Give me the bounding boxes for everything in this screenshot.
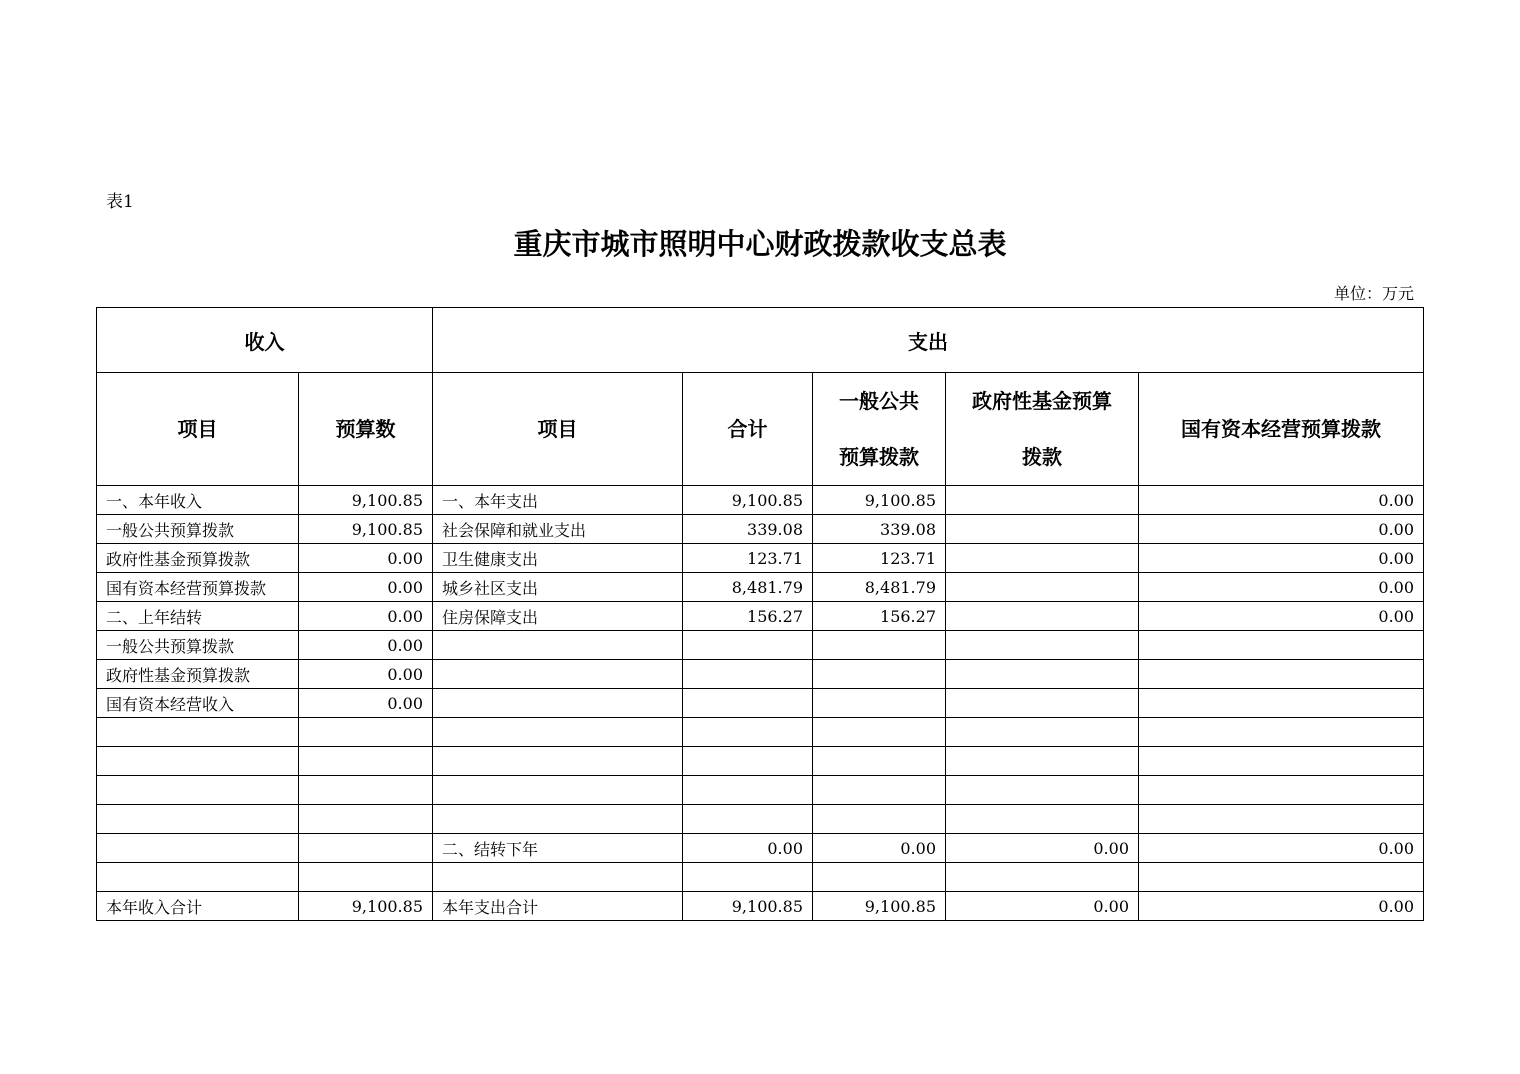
- state-capital-cell: 0.00: [1139, 602, 1424, 631]
- income-budget-cell: [299, 863, 433, 892]
- table-row: [97, 863, 1424, 892]
- income-item-cell: 国有资本经营预算拨款: [97, 573, 299, 602]
- income-budget-cell: 9,100.85: [299, 892, 433, 921]
- expense-item-cell: [433, 805, 683, 834]
- gov-fund-header-line1: 政府性基金预算: [972, 389, 1112, 413]
- expense-item-cell: [433, 631, 683, 660]
- general-public-cell: 0.00: [813, 834, 946, 863]
- total-cell: [683, 660, 813, 689]
- income-budget-cell: [299, 805, 433, 834]
- total-cell: 123.71: [683, 544, 813, 573]
- expense-item-cell: 二、结转下年: [433, 834, 683, 863]
- total-cell: [683, 718, 813, 747]
- state-capital-cell: 0.00: [1139, 834, 1424, 863]
- general-public-cell: [813, 863, 946, 892]
- expense-item-cell: 卫生健康支出: [433, 544, 683, 573]
- general-public-cell: [813, 689, 946, 718]
- unit-label: 单位：万元: [1333, 284, 1414, 303]
- group-header-row: [97, 308, 1424, 373]
- expense-item-cell: [433, 689, 683, 718]
- state-capital-cell: 0.00: [1139, 544, 1424, 573]
- income-budget-cell: 0.00: [299, 573, 433, 602]
- income-budget-cell: [299, 834, 433, 863]
- gov-fund-cell: [946, 718, 1139, 747]
- general-public-cell: [813, 805, 946, 834]
- total-cell: [683, 631, 813, 660]
- expense-item-cell: 一、本年支出: [433, 486, 683, 515]
- state-capital-header: 国有资本经营预算拨款: [1139, 373, 1424, 486]
- table-row: [97, 515, 1424, 544]
- gov-fund-cell: [946, 602, 1139, 631]
- income-budget-cell: [299, 776, 433, 805]
- income-item-cell: 政府性基金预算拨款: [97, 660, 299, 689]
- income-budget-cell: [299, 718, 433, 747]
- total-cell: [683, 805, 813, 834]
- expense-item-cell: 住房保障支出: [433, 602, 683, 631]
- expense-item-cell: [433, 863, 683, 892]
- income-budget-cell: 0.00: [299, 631, 433, 660]
- table-row: [97, 544, 1424, 573]
- general-public-cell: [813, 718, 946, 747]
- total-cell: [683, 689, 813, 718]
- total-cell: 9,100.85: [683, 486, 813, 515]
- state-capital-cell: [1139, 776, 1424, 805]
- page-title: 重庆市城市照明中心财政拨款收支总表: [513, 227, 1007, 261]
- gov-fund-cell: [946, 747, 1139, 776]
- gov-fund-header-line2: 拨款: [1022, 445, 1062, 469]
- income-item-cell: 政府性基金预算拨款: [97, 544, 299, 573]
- expense-item-header: 项目: [433, 373, 683, 486]
- income-item-cell: [97, 776, 299, 805]
- income-item-cell: [97, 805, 299, 834]
- table-row: [97, 776, 1424, 805]
- expense-item-cell: [433, 776, 683, 805]
- state-capital-cell: 0.00: [1139, 515, 1424, 544]
- general-public-cell: [813, 747, 946, 776]
- general-public-header-line1: 一般公共: [839, 389, 919, 413]
- gov-fund-cell: [946, 689, 1139, 718]
- table-row: [97, 660, 1424, 689]
- income-item-cell: [97, 834, 299, 863]
- state-capital-cell: [1139, 631, 1424, 660]
- total-cell: 9,100.85: [683, 892, 813, 921]
- income-item-cell: [97, 718, 299, 747]
- table-row: [97, 573, 1424, 602]
- general-public-cell: 339.08: [813, 515, 946, 544]
- expense-item-cell: 城乡社区支出: [433, 573, 683, 602]
- income-budget-header: 预算数: [299, 373, 433, 486]
- expense-item-cell: [433, 718, 683, 747]
- gov-fund-cell: 0.00: [946, 892, 1139, 921]
- income-budget-cell: 0.00: [299, 660, 433, 689]
- income-budget-cell: 9,100.85: [299, 486, 433, 515]
- general-public-cell: [813, 660, 946, 689]
- gov-fund-header: [946, 373, 1139, 486]
- income-item-cell: 一般公共预算拨款: [97, 631, 299, 660]
- general-public-cell: [813, 631, 946, 660]
- income-item-header: 项目: [97, 373, 299, 486]
- income-item-cell: 二、上年结转: [97, 602, 299, 631]
- income-item-cell: 一、本年收入: [97, 486, 299, 515]
- income-group-header: 收入: [97, 308, 433, 373]
- table-row: [97, 486, 1424, 515]
- state-capital-cell: 0.00: [1139, 486, 1424, 515]
- table-row: [97, 602, 1424, 631]
- expense-item-cell: 本年支出合计: [433, 892, 683, 921]
- income-budget-cell: [299, 747, 433, 776]
- income-item-cell: [97, 863, 299, 892]
- gov-fund-cell: [946, 573, 1139, 602]
- expense-item-cell: 社会保障和就业支出: [433, 515, 683, 544]
- total-header: 合计: [683, 373, 813, 486]
- total-cell: 8,481.79: [683, 573, 813, 602]
- total-cell: [683, 776, 813, 805]
- state-capital-cell: 0.00: [1139, 892, 1424, 921]
- budget-summary-table: [96, 307, 1424, 921]
- gov-fund-cell: [946, 631, 1139, 660]
- table-row: [97, 689, 1424, 718]
- state-capital-cell: [1139, 805, 1424, 834]
- income-item-cell: 国有资本经营收入: [97, 689, 299, 718]
- state-capital-cell: [1139, 747, 1424, 776]
- general-public-header: [813, 373, 946, 486]
- table-row: [97, 892, 1424, 921]
- table-row: [97, 631, 1424, 660]
- income-budget-cell: 9,100.85: [299, 515, 433, 544]
- general-public-header-line2: 预算拨款: [839, 445, 919, 469]
- table-body: [97, 486, 1424, 921]
- state-capital-cell: [1139, 689, 1424, 718]
- income-budget-cell: 0.00: [299, 602, 433, 631]
- gov-fund-cell: 0.00: [946, 834, 1139, 863]
- income-budget-cell: 0.00: [299, 544, 433, 573]
- total-cell: 0.00: [683, 834, 813, 863]
- gov-fund-cell: [946, 515, 1139, 544]
- income-item-cell: 一般公共预算拨款: [97, 515, 299, 544]
- general-public-cell: 8,481.79: [813, 573, 946, 602]
- state-capital-cell: 0.00: [1139, 573, 1424, 602]
- column-header-row: [97, 373, 1424, 486]
- general-public-cell: 9,100.85: [813, 892, 946, 921]
- income-item-cell: 本年收入合计: [97, 892, 299, 921]
- table-row: [97, 805, 1424, 834]
- total-cell: 339.08: [683, 515, 813, 544]
- expense-item-cell: [433, 660, 683, 689]
- expense-item-cell: [433, 747, 683, 776]
- total-cell: [683, 747, 813, 776]
- gov-fund-cell: [946, 486, 1139, 515]
- table-row: [97, 834, 1424, 863]
- gov-fund-cell: [946, 660, 1139, 689]
- general-public-cell: [813, 776, 946, 805]
- total-cell: 156.27: [683, 602, 813, 631]
- general-public-cell: 123.71: [813, 544, 946, 573]
- state-capital-cell: [1139, 718, 1424, 747]
- total-cell: [683, 863, 813, 892]
- income-budget-cell: 0.00: [299, 689, 433, 718]
- income-item-cell: [97, 747, 299, 776]
- expense-group-header: 支出: [433, 308, 1424, 373]
- gov-fund-cell: [946, 863, 1139, 892]
- gov-fund-cell: [946, 544, 1139, 573]
- table-number-label: 表1: [106, 192, 134, 212]
- gov-fund-cell: [946, 776, 1139, 805]
- state-capital-cell: [1139, 660, 1424, 689]
- general-public-cell: 156.27: [813, 602, 946, 631]
- gov-fund-cell: [946, 805, 1139, 834]
- general-public-cell: 9,100.85: [813, 486, 946, 515]
- table-row: [97, 718, 1424, 747]
- state-capital-cell: [1139, 863, 1424, 892]
- table-row: [97, 747, 1424, 776]
